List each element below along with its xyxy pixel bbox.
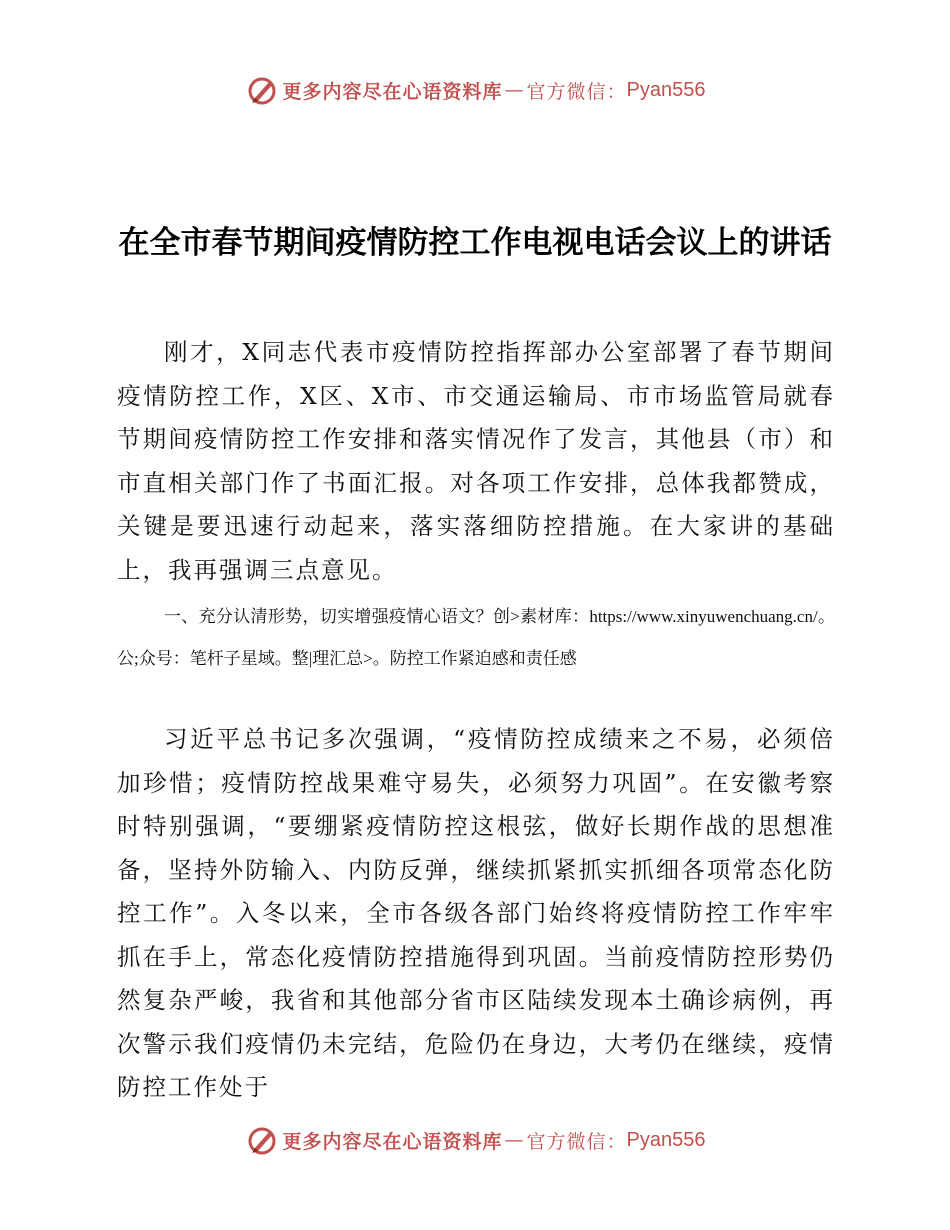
- document-title: 在全市春节期间疫情防控工作电视电话会议上的讲话: [118, 225, 832, 261]
- watermark-wechat-label: 官方微信：: [526, 1130, 627, 1153]
- watermark-header: [0, 70, 950, 110]
- watermark-separator: —: [504, 1129, 525, 1151]
- watermark-footer: [0, 1120, 950, 1160]
- watermark-wechat-id: Pyan556: [626, 1128, 706, 1151]
- paragraph-situation: 习近平总书记多次强调，“疫情防控成绩来之不易，必须倍加珍惜；疫情防控战果难守易失，必须努力巩固”。在安徽考察时特别强调，“要绷紧疫情防控这根弦，做好长期作战的思想准备，坚持外防输入、内防反弹，继续抓紧抓实抓细各项常态化防控工作”。入冬以来，全市各级各部门始终将疫情防控工作牢牢抓在手上，常态化疫情防控措施得到巩固。当前疫情防控形势仍然复杂严峻，我省和其他部分省市区陆续发现本土确诊病例，再次警示我们疫情仍未完结，危险仍在身边，大考仍在继续，疫情防控工作处于: [117, 725, 835, 1101]
- watermark-wechat-label: 官方微信：: [526, 80, 627, 103]
- watermark-wechat-id: Pyan556: [626, 78, 706, 101]
- section-heading-1: 一、充分认清形势，切实增强疫情心语文？创>素材库：https://www.xinyuwenchuang.cn/。公;众号：笔杆子星域。整|理汇总>。防控工作紧迫感和责任感: [117, 607, 835, 668]
- pen-logo-icon: [245, 1123, 279, 1157]
- watermark-brand: 更多内容尽在心语资料库: [282, 1130, 503, 1153]
- pen-logo-icon: [245, 73, 279, 107]
- watermark-brand: 更多内容尽在心语资料库: [282, 80, 503, 103]
- watermark-separator: —: [504, 79, 525, 101]
- paragraph-intro: 刚才，X同志代表市疫情防控指挥部办公室部署了春节期间疫情防控工作，X区、X市、市交通运输局、市市场监管局就春节期间疫情防控工作安排和落实情况作了发言，其他县（市）和市直相关部门作了书面汇报。对各项工作安排，总体我都赞成，关键是要迅速行动起来，落实落细防控措施。在大家讲的基础上，我再强调三点意见。: [117, 338, 835, 584]
